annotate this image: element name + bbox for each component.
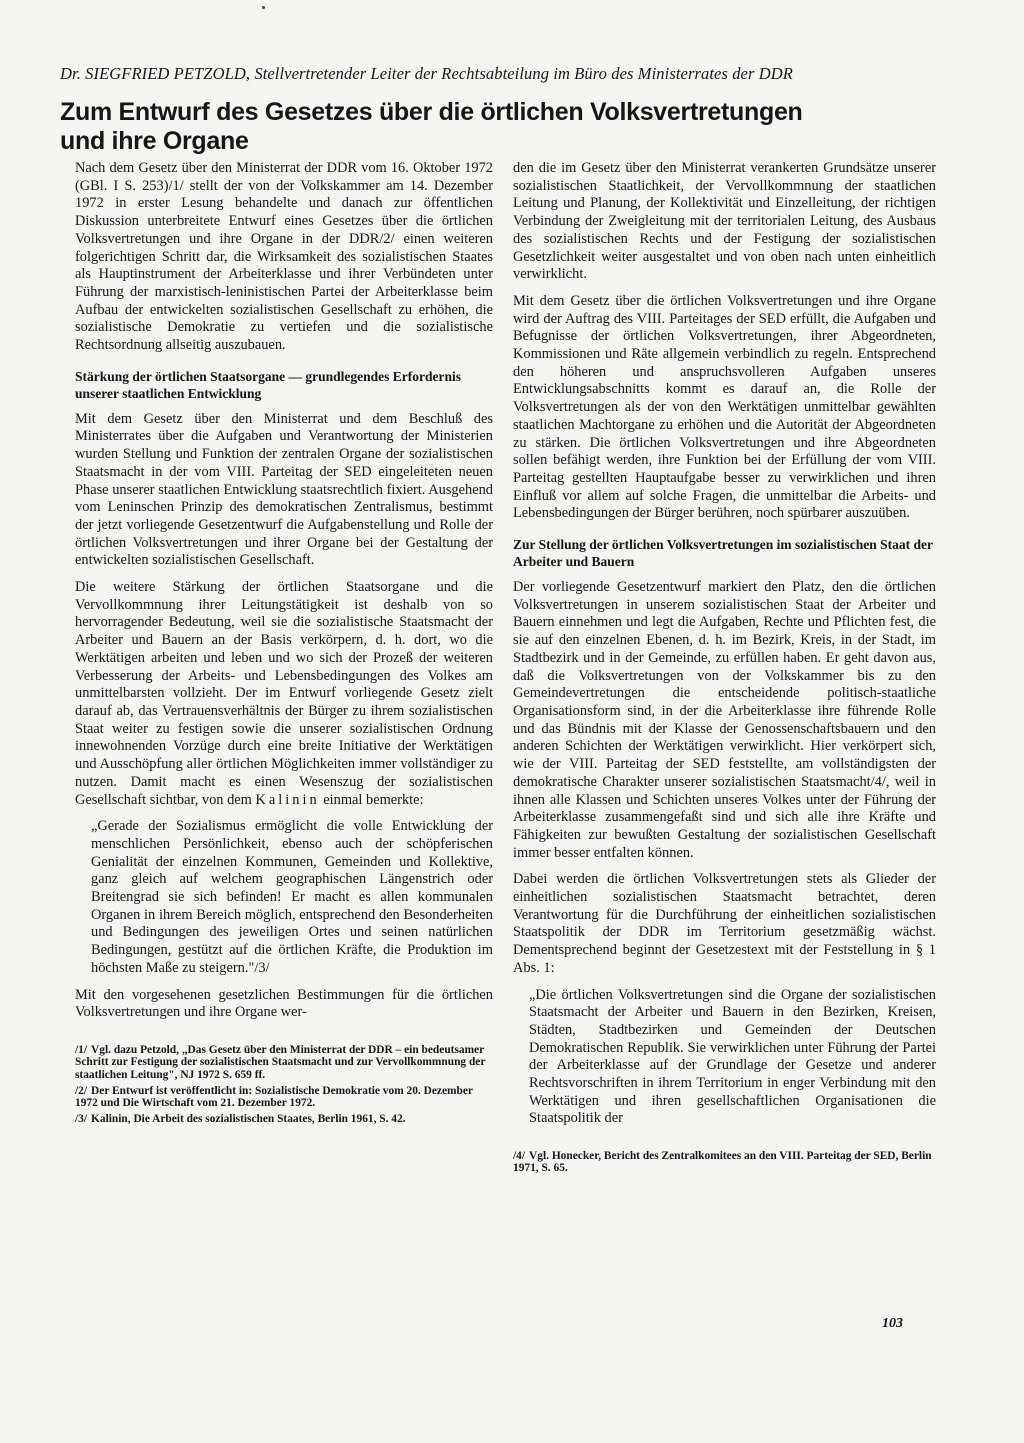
footnote-mark: /1/	[75, 1043, 88, 1056]
footnote-mark: /2/	[75, 1084, 88, 1097]
footnote-mark: /4/	[513, 1150, 526, 1163]
page-number: 103	[882, 1316, 903, 1331]
paragraph-text: einmal bemerkte:	[323, 791, 424, 808]
footnote	[75, 1113, 493, 1125]
body-paragraph: den die im Gesetz über den Ministerrat verankerten Grundsätze unserer sozialistischen Staatlichkeit, der Vervollkommnung der staatlichen Leitung und Planung, der Kollektivität und Einzelleitung, der richtigen Verbindung der Zweigleitung mit der territorialen Leitung, des Ausbaus des sozialistischen Rechts und der Festigung der sozialistischen Gesetzlichkeit weiter ausgestaltet und von oben nach unten einheitlich verwirklicht.	[513, 160, 936, 283]
right-column	[513, 160, 936, 1179]
footnote-text: Der Entwurf ist veröffentlicht in: Sozialistische Demokratie vom 20. Dezember 1972 und Die Wirtschaft vom 21. Dezember 1972.	[75, 1084, 473, 1110]
footnote-text: Vgl. dazu Petzold, „Das Gesetz über den Ministerrat der DDR – ein bedeutsamer Schritt zur Festigung der sozialistischen Staatsmacht und zur Vervollkommnung der staatlichen Leitung", NJ 1972 S. 659 ff.	[75, 1043, 486, 1081]
footnote-text: Vgl. Honecker, Bericht des Zentralkomitees an den VIII. Parteitag der SED, Berlin 1971, S. 65.	[513, 1150, 932, 1175]
footnote	[75, 1085, 493, 1110]
body-paragraph: Mit dem Gesetz über den Ministerrat und dem Beschluß des Ministerrates über die Aufgaben und Verantwortung der Ministerien wurden Stellung und Funktion der zentralen Organe der sozialistischen Staatsmacht in der vom VIII. Parteitag der SED eingeleiteten neuen Phase unserer staatlichen Entwicklung staatsrechtlich fixiert. Ausgehend vom Leninschen Prinzip des demokratischen Zentralismus, bestimmt der jetzt vorliegende Gesetzentwurf die Aufgabenstellung und Rolle der örtlichen Volksvertretungen und ihrer Organe bei der Gestaltung der entwickelten sozialistischen Gesellschaft.	[75, 410, 493, 569]
body-paragraph: Mit dem Gesetz über die örtlichen Volksvertretungen und ihre Organe wird der Auftrag des VIII. Parteitages der SED erfüllt, die Aufgaben und Befugnisse der örtlichen Volksvertretungen, ihrer Abgeordneten, Kommissionen und Räte allgemein verbindlich zu regeln. Entsprechend den höheren und anspruchsvolleren Aufgaben unseres Entwicklungsabschnitts kommt es darauf an, die Rolle der Volksvertretungen als der von den Werktätigen unmittelbar gewählten staatlichen Machtorgane zu erhöhen und die Autorität der Abgeordneten zu stärken. Die örtlichen Volksvertretungen und ihre Abgeordneten sollen befähigt werden, ihre Funktion bei der Erfüllung der vom VIII. Parteitag gestellten Hauptaufgabe besser zu verwirklichen und ihren Einfluß vor allem auf solche Fragen, die unmittelbar die Arbeits- und Lebensbedingungen der Bürger berühren, noch spürbarer auszuüben.	[513, 292, 936, 522]
footnote-mark: /3/	[75, 1113, 88, 1126]
body-paragraph: Mit den vorgesehenen gesetzlichen Bestimmungen für die örtlichen Volksvertretungen und ihre Organe wer-	[75, 986, 493, 1021]
body-paragraph: Der vorliegende Gesetzentwurf markiert den Platz, den die örtlichen Volksvertretungen in unserem sozialistischen Staat der Arbeiter und Bauern einnehmen und legt die Aufgaben, Rechte und Pflichten fest, die sie auf den einzelnen Ebenen, d. h. im Bezirk, Kreis, in der Stadt, im Stadtbezirk und in der Gemeinde, zu erfüllen haben. Er geht davon aus, daß die Volksvertretungen von der Volkskammer bis zu den Gemeindevertretungen die entscheidende politisch-staatliche Organisationsform sind, in der die Arbeiterklasse ihre führende Rolle und das Bündnis mit der Klasse der Genossenschaftsbauern und den anderen Schichten der Werktätigen verwirklicht. Hier verkörpert sich, wie der VIII. Parteitag der SED feststellte, am vollständigsten der demokratische Charakter unserer sozialistischen Staatsmacht/4/, weil in ihnen alle Klassen und Schichten unseres Volkes unter der Führung der Arbeiterklasse zusammengefaßt sind und sich alle ihre Kräfte und Fähigkeiten zur bewußten Gestaltung der sozialistischen Gesellschaft immer besser entfalten können.	[513, 579, 936, 861]
name-kalinin: Kalinin	[255, 791, 320, 808]
block-quote-kalinin: „Gerade der Sozialismus ermöglicht die volle Entwicklung der menschlichen Persönlichkeit, ebenso auch der schöpferischen Genialität der einzelnen Kommunen, Gemeinden und Kollektive, ganz gleich auf welchem geographischen Längenstrich oder Breitengrad sie sich befinden! Er macht es allen kommunalen Organen in ihrem Bereich möglich, entsprechend den Besonderheiten und Bedingungen des jeweiligen Ortes und seinen natürlichen Bedingungen, gestützt auf die örtlichen Kräfte, die Produktion im höchsten Maße zu steigern."/3/	[91, 818, 493, 976]
scan-speck	[262, 6, 265, 9]
footnote	[513, 1150, 936, 1175]
body-paragraph: Dabei werden die örtlichen Volksvertretungen stets als Glieder der einheitlichen sozialistischen Staatsmacht betrachtet, deren Verantwortung für die Durchführung der einheitlichen sozialistischen Staatspolitik der DDR im Territorium gesetzmäßig wächst. Dementsprechend beginnt der Gesetzestext mit der Feststellung in § 1 Abs. 1:	[513, 871, 936, 976]
section-heading-1: Stärkung der örtlichen Staatsorgane — grundlegendes Erfordernis unserer staatlichen Entwicklung	[75, 368, 462, 401]
section-heading-2: Zur Stellung der örtlichen Volksvertretungen im sozialistischen Staat der Arbeiter und Bauern	[513, 537, 933, 570]
article-title: Zum Entwurf des Gesetzes über die örtlichen Volksvertretungen und ihre Organe	[60, 98, 803, 155]
paragraph-text: Die weitere Stärkung der örtlichen Staatsorgane und die Vervollkommnung ihrer Leitungstätigkeit ist deshalb von so hervorragender Bedeutung, weil sie die sozialistische Staatsmacht der Arbeiter und Bauern an der Basis verkörpern, d. h. dort, wo die Werktätigen arbeiten und leben und wo sich der Prozeß der weiteren Verbesserung der Arbeits- und Lebensbedingungen des Volkes am unmittelbarsten vollzieht. Der im Entwurf vorliegende Gesetz zielt darauf ab, das Vertrauensverhältnis der Bürger zu ihrem sozialistischen Staat weiter zu festigen sowie die unserer sozialistischen Ordnung innewohnenden Vorzüge durch eine breite Initiative der Werktätigen und Ausschöpfung aller örtlichen Möglichkeiten immer vollständiger zu nutzen. Damit macht es einen Wesenszug der sozialistischen Gesellschaft sichtbar, von dem	[75, 579, 493, 808]
footnotes-right	[513, 1150, 936, 1175]
body-paragraph-kalinin	[75, 579, 493, 809]
footnote-text: Kalinin, Die Arbeit des sozialistischen Staates, Berlin 1961, S. 42.	[91, 1113, 406, 1126]
left-column	[75, 160, 493, 1130]
footnote	[75, 1044, 493, 1081]
author-byline: Dr. SIEGFRIED PETZOLD, Stellvertretender Leiter der Rechtsabteilung im Büro des Ministerrates der DDR	[60, 64, 793, 83]
footnotes-left	[75, 1044, 493, 1126]
block-quote-gesetz: „Die örtlichen Volksvertretungen sind die Organe der sozialistischen Staatsmacht der Arbeiter und Bauern in den Bezirken, Kreisen, Städten, Stadtbezirken und Gemeinden der Deutschen Demokratischen Republik. Sie verwirklichen unter Führung der Partei der Arbeiterklasse auf der Grundlage der Gesetze und anderer Rechtsvorschriften in ihrem Territorium in enger Verbindung mit den Werktätigen und ihren gesellschaftlichen Organisationen die Staatspolitik der	[529, 986, 936, 1127]
intro-paragraph: Nach dem Gesetz über den Ministerrat der DDR vom 16. Oktober 1972 (GBl. I S. 253)/1/ stellt der von der Volkskammer am 14. Dezember 1972 in erster Lesung behandelte und danach zur öffentlichen Diskussion unterbreitete Entwurf eines Gesetzes über die örtlichen Volksvertretungen und ihre Organe in der DDR/2/ einen weiteren folgerichtigen Schritt dar, die Wirksamkeit des sozialistischen Staates als Hauptinstrument der Arbeiterklasse und ihrer Verbündeten unter Führung der marxistisch-leninistischen Partei der Arbeiterklasse beim Aufbau der entwickelten sozialistischen Gesellschaft zu erhöhen, die sozialistische Demokratie zu vertiefen und die sozialistische Rechtsordnung allseitig auszubauen.	[75, 160, 493, 354]
